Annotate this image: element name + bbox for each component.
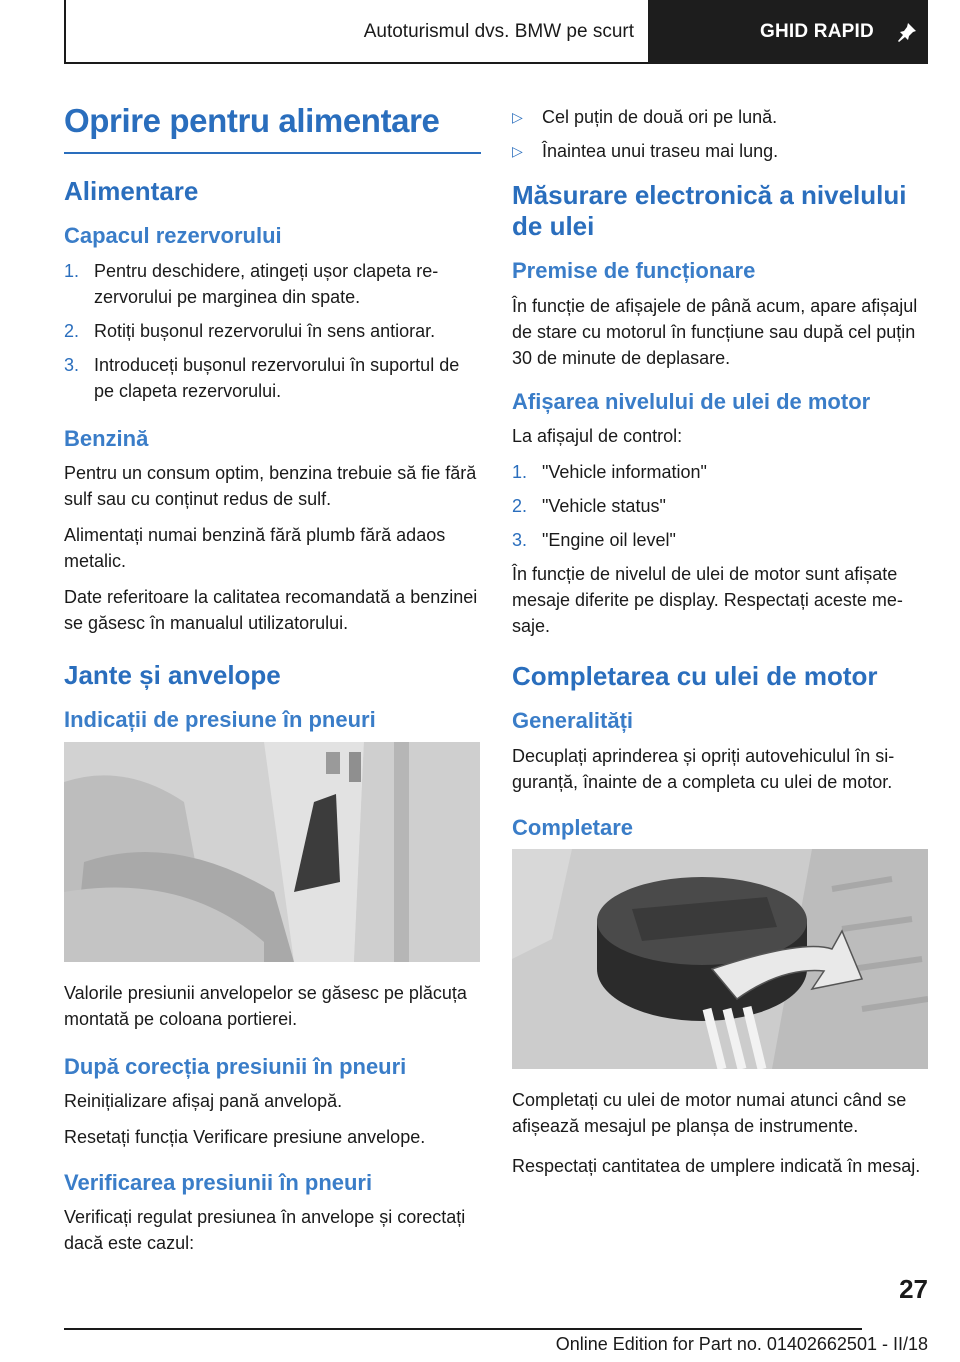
oil-level-menu-steps — [512, 459, 928, 553]
pressure-check-bullets — [512, 104, 928, 164]
heading-indicatii-presiune: Indicații de presiune în pneuri — [64, 707, 376, 733]
tire-pressure-label-photo — [64, 742, 480, 962]
heading-benzina: Benzină — [64, 425, 149, 451]
fuel-cap-steps — [64, 258, 481, 404]
heading-jante-si-anvelope: Jante și anvelope — [64, 659, 281, 690]
triangle-bullet-icon: ▷ — [512, 109, 523, 125]
benzina-paragraph-1: Pentru un consum optim, benzina trebuie să fie fără sulf sau cu conținut redus de sulf. — [64, 462, 477, 509]
verificarea-paragraph: Verificați regulat presiunea în anvelope și corectați dacă este cazul: — [64, 1207, 466, 1254]
header-section-title: Autoturismul dvs. BMW pe scurt — [363, 21, 634, 42]
list-item: 1. Pentru deschidere, atingeți ușor clapeta rezervorului pe marginea din spate. — [64, 260, 439, 307]
heading-afisarea-nivelului: Afișarea nivelului de ulei de motor — [512, 388, 871, 414]
list-item: 2. Rotiți bușonul rezervorului în sens antiorar. — [64, 320, 436, 341]
triangle-bullet-icon: ▷ — [512, 143, 523, 159]
heading-alimentare: Alimentare — [64, 176, 199, 206]
left-column — [64, 96, 481, 1266]
premise-paragraph: În funcție de afișajele de până acum, apare afișajul de stare cu motorul în funcțiune sau după cel puțin 30 de minute de deplasare. — [512, 295, 918, 368]
nivel-paragraph: În funcție de nivelul de ulei de motor sunt afișate mesaje diferite pe display. Respectați aceste mesaje. — [512, 564, 903, 637]
generalitati-paragraph: Decuplați aprinderea și opriți autovehiculul în siguranță, înainte de a completa cu ulei de motor. — [512, 745, 895, 792]
heading-masurare-electronica: Măsurare electronică a nivelului de ulei — [512, 180, 907, 242]
completare-paragraph-1: Completați cu ulei de motor numai atunci când se afișează mesajul pe planșa de instrumente. — [512, 1090, 907, 1137]
list-item: ▷ Cel puțin de două ori pe lună. — [512, 104, 928, 130]
indicatii-paragraph: Valorile presiunii anvelopelor se găsesc pe plăcuța montată pe coloana portierei. — [64, 982, 467, 1029]
heading-verificarea-presiunii: Verificarea presiunii în pneuri — [64, 1169, 373, 1195]
list-item: ▷ Înaintea unui traseu mai lung. — [512, 138, 928, 164]
benzina-paragraph-2: Alimentați numai benzină fără plumb fără adaos metalic. — [64, 524, 446, 571]
heading-dupa-corectia: După corecția presiunii în pneuri — [64, 1053, 407, 1079]
list-item: 3. "Engine oil level" — [512, 530, 676, 551]
heading-capacul-rezervorului: Capacul rezervorului — [64, 223, 282, 249]
header-quick-guide-tab — [648, 0, 928, 64]
dupa-paragraph-2: Resetați funcția Verificare presiune anvelope. — [64, 1126, 426, 1147]
header-quick-guide-label: GHID RAPID — [760, 21, 874, 42]
list-item: 3. Introduceți bușonul rezervorului în suportul de pe clapeta rezervorului. — [64, 354, 460, 401]
dupa-paragraph-1: Reinițializare afișaj pană anvelopă. — [64, 1090, 343, 1111]
heading-generalitati: Generalități — [512, 708, 634, 734]
benzina-paragraph-3: Date referitoare la calitatea recomandată a benzinei se găsesc în manualul utilizatorului. — [64, 586, 478, 633]
footer-divider — [64, 1328, 862, 1330]
pin-icon — [896, 21, 918, 43]
page-number: 27 — [899, 1274, 928, 1304]
page-title: Oprire pentru alimentare — [64, 96, 481, 154]
list-item: 2. "Vehicle status" — [512, 496, 666, 517]
right-column — [512, 104, 928, 1189]
heading-completarea-ulei: Completarea cu ulei de motor — [512, 661, 878, 692]
list-item: 1. "Vehicle information" — [512, 462, 707, 483]
heading-completare: Completare — [512, 814, 634, 840]
heading-premise-functionare: Premise de funcționare — [512, 258, 756, 284]
afisarea-paragraph: La afișajul de control: — [512, 426, 683, 447]
footer-edition: Online Edition for Part no. 01402662501 - II/18 — [555, 1334, 928, 1354]
oil-filler-cap-photo — [512, 849, 928, 1069]
completare-paragraph-2: Respectați cantitatea de umplere indicată în mesaj. — [512, 1156, 921, 1177]
